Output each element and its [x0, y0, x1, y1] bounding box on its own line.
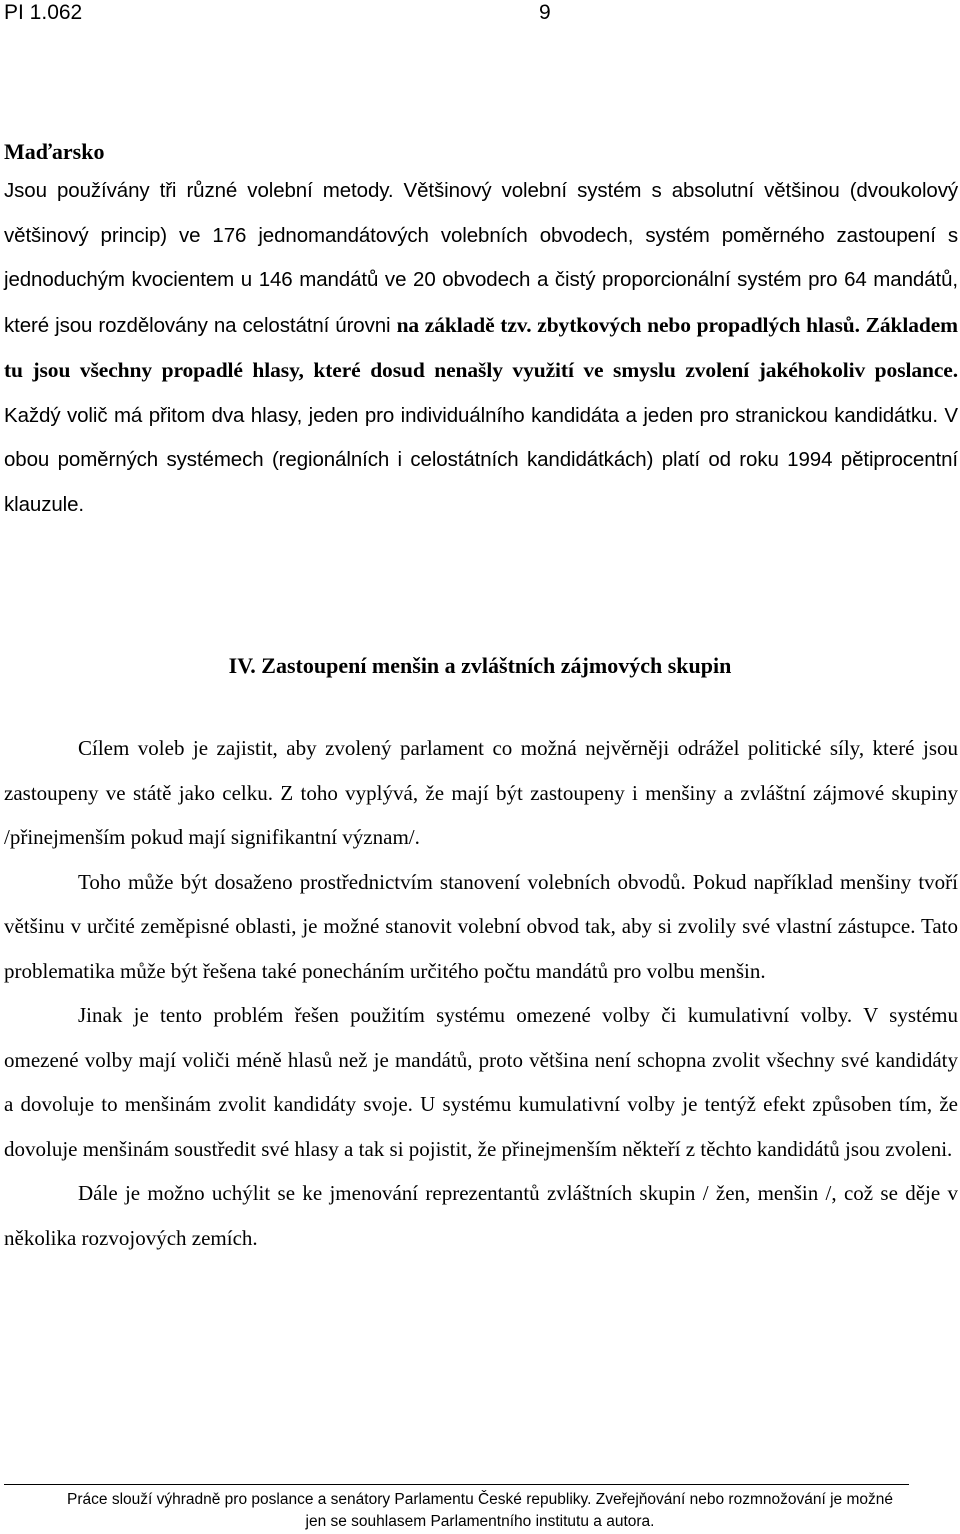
- paragraph-text: Jsou používány tři různé volební metody. Většinový volební systém s absolutní většinou (dvoukolový většinový princip) ve 176 jednomandátových volebních obvodech, systém poměrného zastoupení s jednoduchým kvocientem u 146 mandátů ve 20 obvodech a čistý proporcionální systém pro 64 mandátů, které jsou rozdělovány na celostátní úrovni: [4, 179, 958, 337]
- body-paragraph: Toho může být dosaženo prostřednictvím stanovení volebních obvodů. Pokud například menšiny tvoří většinu v určité zeměpisné oblasti, je možné stanovit volební obvod tak, aby si zvolily své vlastní zástupce. Tato problematika může být řešena také ponecháním určitého počtu mandátů pro volbu menšin.: [4, 869, 958, 983]
- body-paragraph: Dále je možno uchýlit se ke jmenování reprezentantů zvláštních skupin / žen, menšin /, což se děje v několika rozvojových zemích.: [4, 1181, 958, 1250]
- section-title: Maďarsko: [4, 139, 105, 164]
- footer-divider: [4, 1484, 909, 1485]
- section-hungary: [4, 138, 958, 527]
- paragraph-text: Každý volič má přitom dva hlasy, jeden pro individuálního kandidáta a jeden pro stranickou kandidátku. V obou poměrných systémech (regionálních i celostátních kandidátkách) platí od roku 1994 pětiprocentní klauzule.: [4, 403, 958, 516]
- chapter-heading: IV. Zastoupení menšin a zvláštních zájmových skupin: [228, 653, 732, 678]
- page-number: 9: [539, 1, 551, 24]
- section-paragraph: [4, 169, 958, 527]
- footer-line-2: jen se souhlasem Parlamentního institutu a autora.: [305, 1513, 655, 1530]
- body-paragraph: Cílem voleb je zajistit, aby zvolený parlament co možná nejvěrněji odrážel politické síly, které jsou zastoupeny ve státě jako celku. Z toho vyplývá, že mají být zastoupeny i menšiny a zvláštní zájmové skupiny /přinejmenším pokud mají signifikantní význam/.: [4, 736, 958, 849]
- document-id: PI 1.062: [4, 1, 83, 24]
- body-paragraph: Jinak je tento problém řešen použitím systému omezené volby či kumulativní volby. V systému omezené volby mají voliči méně hlasů než je mandátů, proto většina není schopna zvolit všechny své kandidáty a dovoluje to menšinám zvolit kandidáty svoje. U systému kumulativní volby je tentýž efekt způsoben tím, že dovoluje menšinám soustředit své hlasy a tak si pojistit, že přinejmenším někteří z těchto kandidátů jsou zvoleni.: [4, 1003, 958, 1161]
- footer-line-1: Práce slouží výhradně pro poslance a senátory Parlamentu České republiky. Zveřejňování nebo rozmnožování je možné: [67, 1491, 893, 1508]
- chapter-body: [4, 726, 958, 1260]
- paragraph-bold-text: na základě tzv. zbytkových nebo propadlých hlasů. Základem tu jsou všechny propadlé hlasy, které dosud nenašly využití ve smyslu zvolení jakéhokoliv poslance.: [4, 312, 958, 382]
- page-header: [4, 0, 564, 30]
- page-footer: [0, 1489, 960, 1533]
